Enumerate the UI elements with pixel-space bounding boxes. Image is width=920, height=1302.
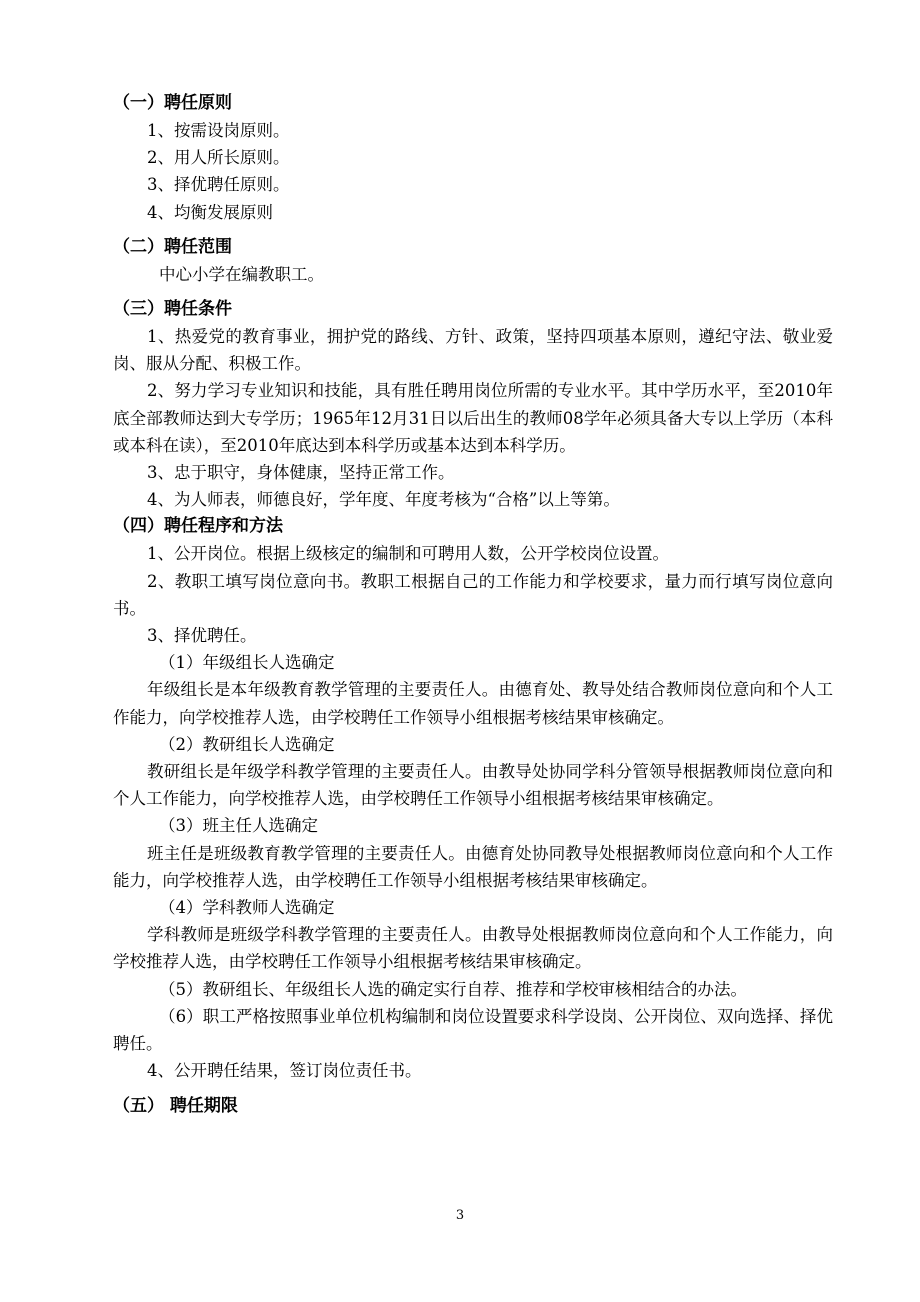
- section-heading: （一）聘任原则: [113, 93, 232, 113]
- paragraph: 学科教师是班级学科教学管理的主要责任人。由教导处根据教师岗位意向和个人工作能力，向学校推荐人选，由学校聘任工作领导小组根据考核结果审核确定。: [113, 925, 833, 972]
- paragraph: 3、择优聘任。: [147, 626, 257, 646]
- page-content: [113, 90, 833, 1120]
- paragraph: 1、公开岗位。根据上级核定的编制和可聘用人数，公开学校岗位设置。: [147, 544, 669, 564]
- section-heading: （五） 聘任期限: [113, 1095, 238, 1116]
- paragraph: （5）教研组长、年级组长人选的确定实行自荐、推荐和学校审核相结合的办法。: [159, 979, 747, 999]
- paragraph: 4、均衡发展原则: [147, 202, 273, 222]
- paragraph: 年级组长是本年级教育教学管理的主要责任人。由德育处、教导处结合教师岗位意向和个人工作能力，向学校推荐人选，由学校聘任工作领导小组根据考核结果审核确定。: [113, 680, 833, 727]
- section-heading: （三）聘任条件: [113, 299, 232, 320]
- subheading: （1）年级组长人选确定: [159, 653, 335, 673]
- paragraph: 2、努力学习专业知识和技能，具有胜任聘用岗位所需的专业水平。其中学历水平，至2010年底全部教师达到大专学历；1965年12月31日以后出生的教师08学年必须具备大专以上学历（本科或本科在读），至2010年底达到本科学历或基本达到本科学历。: [113, 381, 833, 455]
- paragraph: 4、公开聘任结果，签订岗位责任书。: [147, 1061, 422, 1081]
- subheading: （2）教研组长人选确定: [159, 734, 335, 754]
- section-heading: （二）聘任范围: [113, 236, 232, 257]
- paragraph: 教研组长是年级学科教学管理的主要责任人。由教导处协同学科分管领导根据教师岗位意向和个人工作能力，向学校推荐人选，由学校聘任工作领导小组根据考核结果审核确定。: [113, 762, 833, 809]
- subheading: （3）班主任人选确定: [159, 816, 318, 836]
- subheading: （4）学科教师人选确定: [159, 898, 335, 918]
- paragraph: 1、热爱党的教育事业，拥护党的路线、方针、政策，坚持四项基本原则，遵纪守法、敬业爱岗、服从分配、积极工作。: [113, 327, 833, 374]
- paragraph: 1、按需设岗原则。: [147, 121, 290, 140]
- paragraph: （6）职工严格按照事业单位机构编制和岗位设置要求科学设岗、公开岗位、双向选择、择优聘任。: [113, 1006, 833, 1054]
- paragraph: 3、忠于职守，身体健康，坚持正常工作。: [147, 463, 455, 483]
- page-number: 3: [455, 1208, 465, 1223]
- paragraph: 2、用人所长原则。: [147, 148, 290, 168]
- paragraph: 班主任是班级教育教学管理的主要责任人。由德育处协同教导处根据教师岗位意向和个人工作能力，向学校推荐人选，由学校聘任工作领导小组根据考核结果审核确定。: [113, 843, 833, 890]
- paragraph: 2、教职工填写岗位意向书。教职工根据自己的工作能力和学校要求，量力而行填写岗位意向书。: [113, 571, 833, 618]
- section-heading: （四）聘任程序和方法: [113, 516, 283, 537]
- paragraph: 3、择优聘任原则。: [147, 175, 290, 195]
- paragraph: 4、为人师表，师德良好，学年度、年度考核为“合格”以上等第。: [147, 490, 620, 510]
- paragraph: 中心小学在编教职工。: [159, 264, 324, 284]
